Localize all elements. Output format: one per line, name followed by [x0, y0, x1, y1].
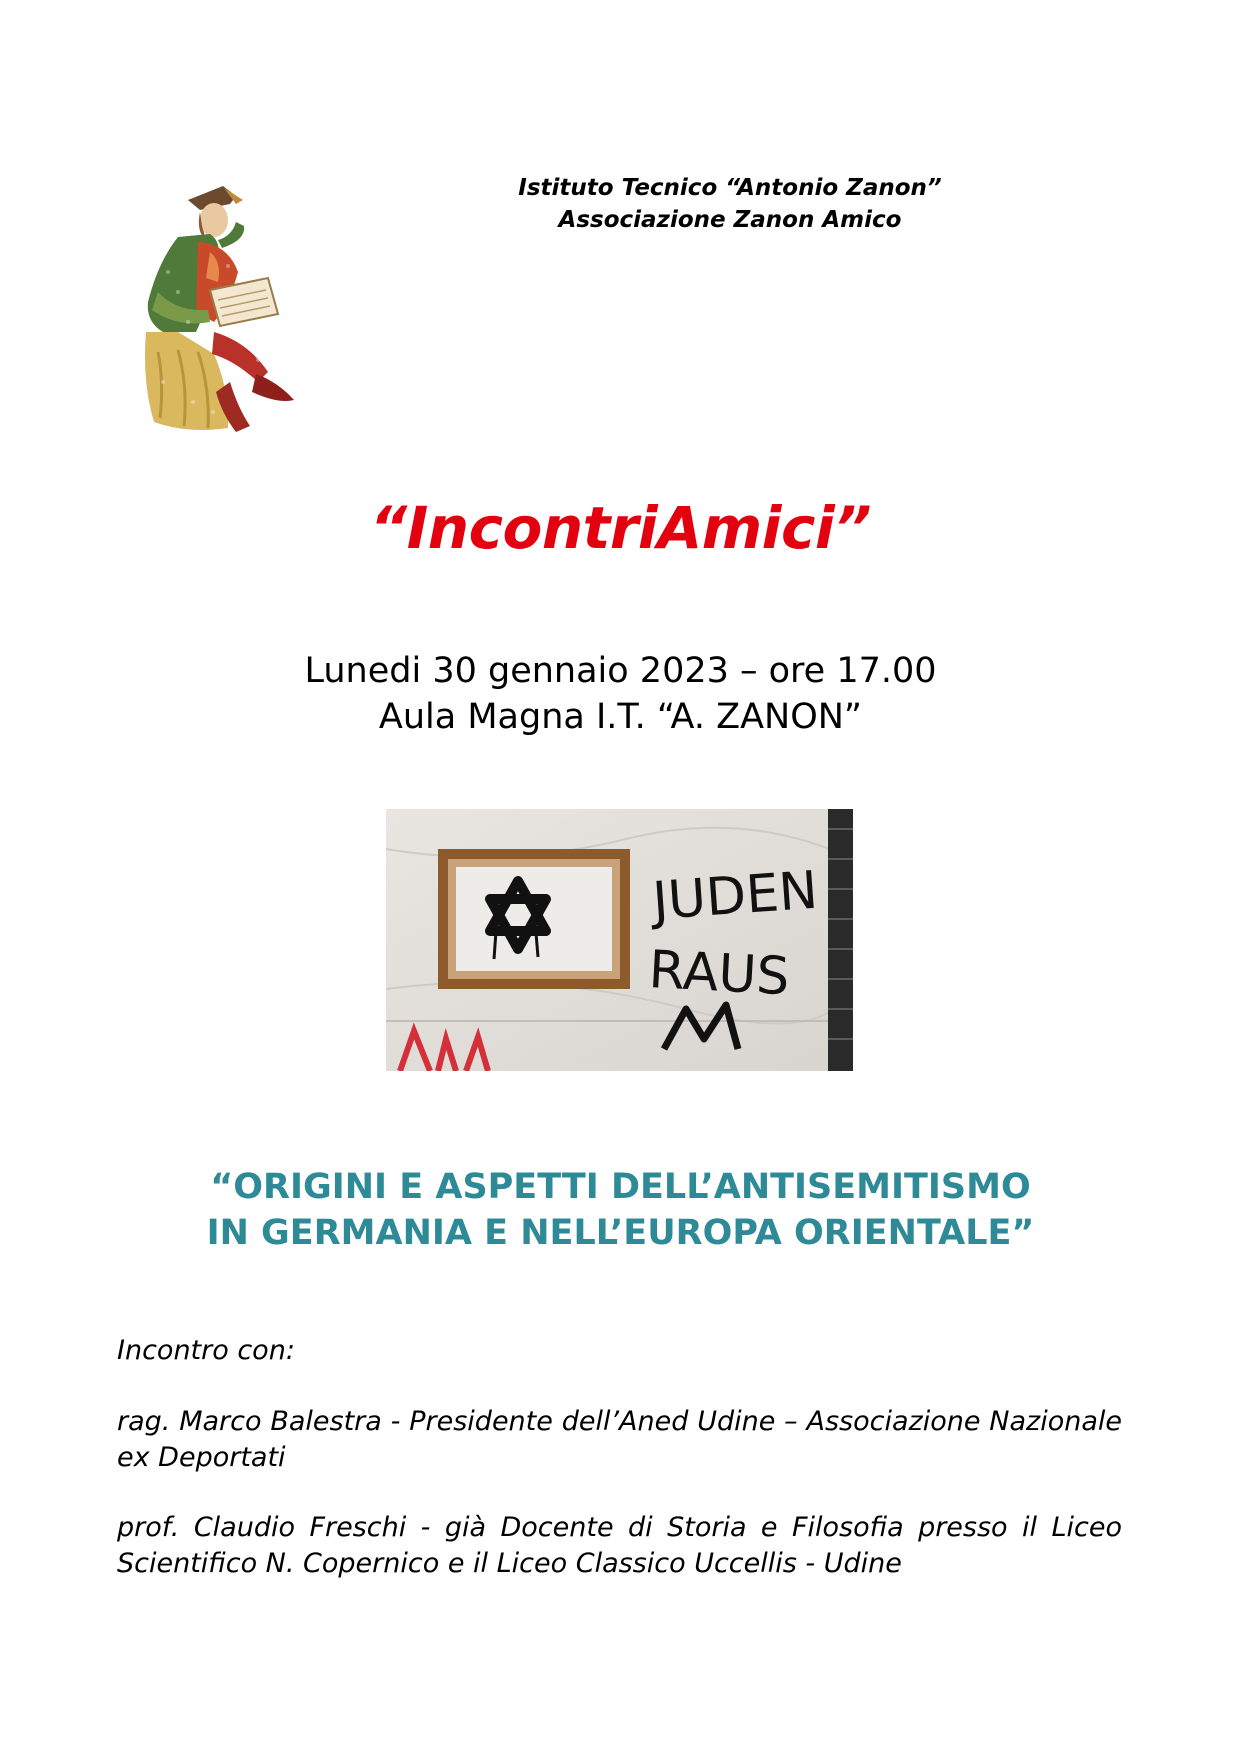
speaker-freschi: prof. Claudio Freschi - già Docente di Storia e Filosofia presso il Liceo Scientifico N. Copernico e il Liceo Classico Uccellis - Udine: [117, 1512, 1122, 1579]
institute-name: Istituto Tecnico “Antonio Zanon”: [518, 175, 942, 201]
speaker-balestra: rag. Marco Balestra - Presidente dell’Aned Udine – Associazione Nazionale ex Deportati: [117, 1406, 1122, 1473]
association-name: Associazione Zanon Amico: [558, 207, 902, 233]
institution-header: [430, 172, 1030, 236]
speakers-intro: Incontro con:: [117, 1335, 295, 1366]
topic-line-1: “ORIGINI E ASPETTI DELL’ANTISEMITISMO: [210, 1167, 1031, 1207]
graffiti-word-1: JUDEN: [650, 860, 820, 932]
graffiti-word-2: RAUS: [647, 940, 791, 1008]
conference-topic: [0, 1164, 1241, 1256]
topic-line-2: IN GERMANIA E NELL’EUROPA ORIENTALE”: [206, 1213, 1035, 1253]
event-venue: Aula Magna I.T. “A. ZANON”: [378, 697, 863, 737]
event-details: [0, 648, 1241, 740]
graffiti-photo: [386, 809, 853, 1071]
series-title: “IncontriAmici”: [369, 494, 872, 562]
scribe-figure-icon: [118, 182, 313, 447]
event-date: Lunedi 30 gennaio 2023 – ore 17.00: [304, 651, 937, 691]
